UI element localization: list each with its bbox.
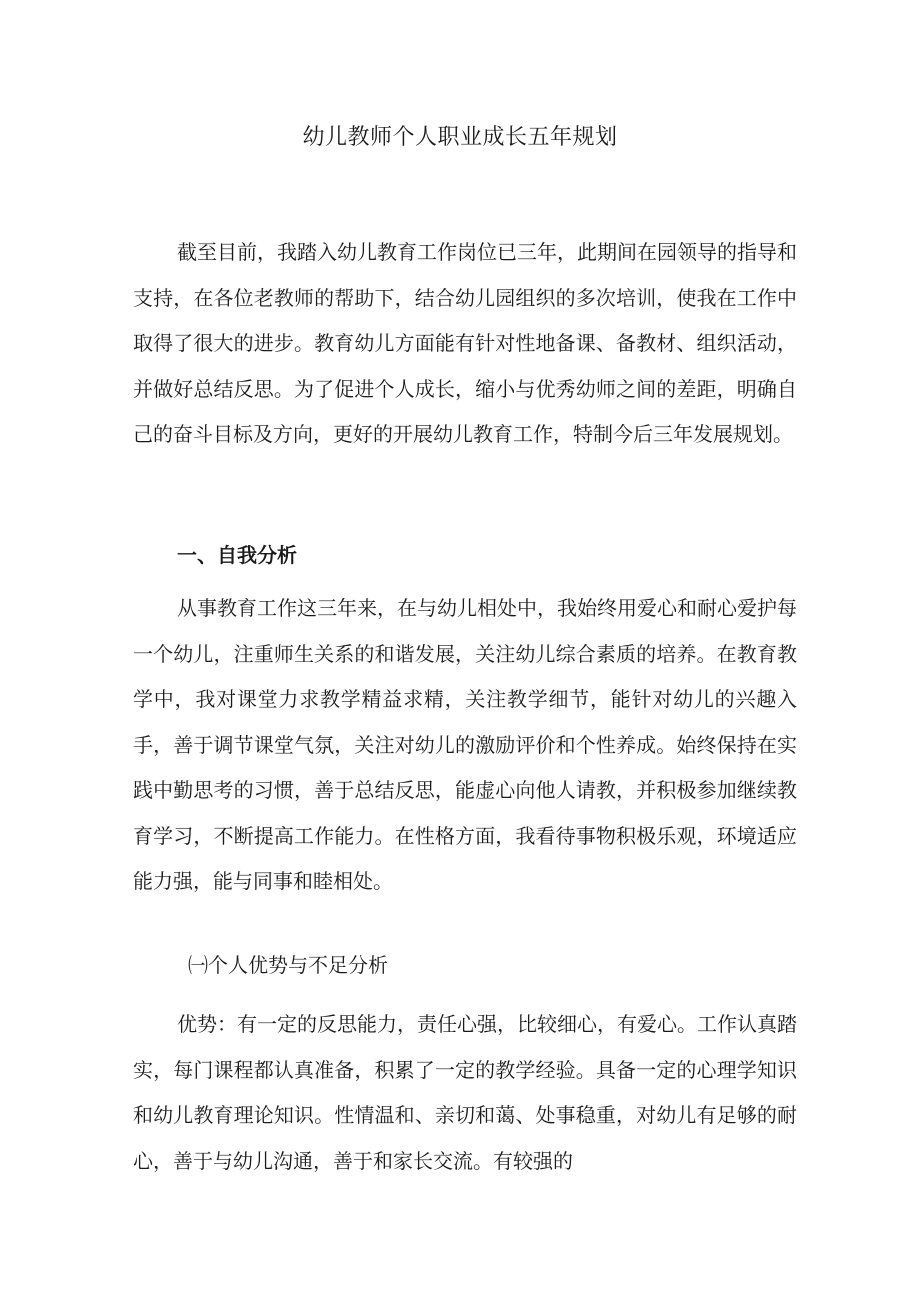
section-heading-self-analysis: 一、自我分析 <box>177 543 297 567</box>
strengths-paragraph: 优势：有一定的反思能力，责任心强，比较细心，有爱心。工作认真踏实，每门课程都认真准备，积累了一定的教学经验。具备一定的心理学知识和幼儿教育理论知识。性情温和、亲切和蔼、处事稳重，对幼儿有足够的耐心，善于与幼儿沟通，善于和家长交流。有较强的 <box>133 1012 797 1173</box>
subsection-heading-strengths-weaknesses: ㈠个人优势与不足分析 <box>188 953 388 977</box>
intro-paragraph: 截至目前，我踏入幼儿教育工作岗位已三年，此期间在园领导的指导和支持，在各位老教师的帮助下，结合幼儿园组织的多次培训，使我在工作中取得了很大的进步。教育幼儿方面能有针对性地备课、备教材、组织活动，并做好总结反思。为了促进个人成长，缩小与优秀幼师之间的差距，明确自己的奋斗目标及方向，更好的开展幼儿教育工作，特制今后三年发展规划。 <box>133 240 797 446</box>
document-title: 幼儿教师个人职业成长五年规划 <box>302 125 618 150</box>
self-analysis-paragraph: 从事教育工作这三年来，在与幼儿相处中，我始终用爱心和耐心爱护每一个幼儿，注重师生关系的和谐发展，关注幼儿综合素质的培养。在教育教学中，我对课堂力求教学精益求精，关注教学细节，能针对幼儿的兴趣入手，善于调节课堂气氛，关注对幼儿的激励评价和个性养成。始终保持在实践中勤思考的习惯，善于总结反思，能虚心向他人请教，并积极参加继续教育学习，不断提高工作能力。在性格方面，我看待事物积极乐观，环境适应能力强，能与同事和睦相处。 <box>133 596 797 893</box>
